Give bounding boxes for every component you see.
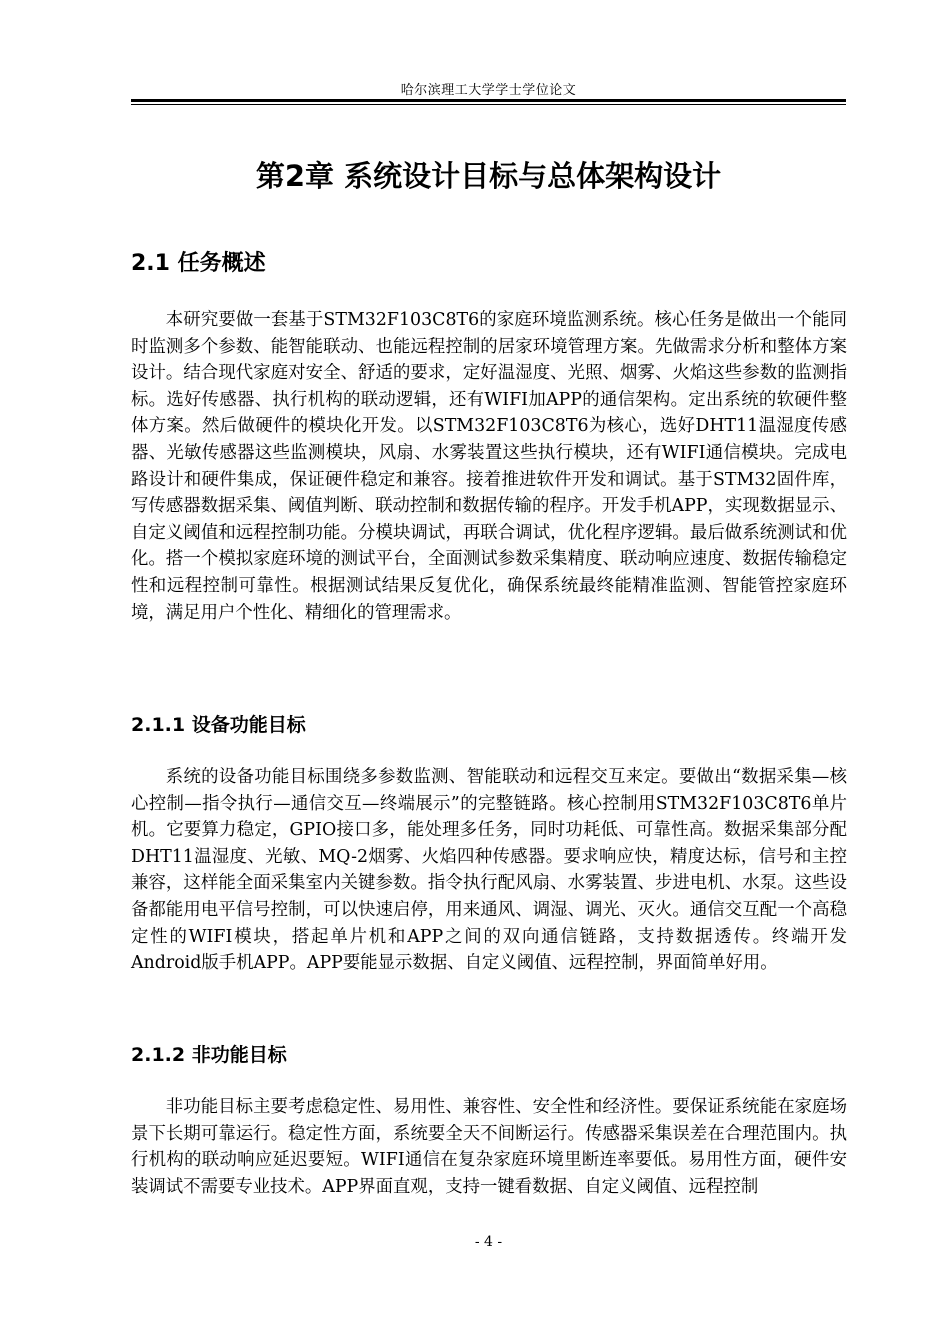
header-rule-thick [131, 99, 846, 102]
section-2-1-heading: 2.1 任务概述 [131, 251, 266, 276]
section-2-1-1-heading: 2.1.1 设备功能目标 [131, 714, 306, 736]
section-2-1-paragraph: 本研究要做一套基于STM32F103C8T6的家庭环境监测系统。核心任务是做出一个能同时监测多个参数、能智能联动、也能远程控制的居家环境管理方案。先做需求分析和整体方案设计。结合现代家庭对安全、舒适的要求，定好温湿度、光照、烟雾、火焰这些参数的监测指标。选好传感器、执行机构的联动逻辑，还有WIFI加APP的通信架构。定出系统的软硬件整体方案。然后做硬件的模块化开发。以STM32F103C8T6为核心，选好DHT11温湿度传感器、光敏传感器这些监测模块，风扇、水雾装置这些执行模块，还有WIFI通信模块。完成电路设计和硬件集成，保证硬件稳定和兼容。接着推进软件开发和调试。基于STM32固件库，写传感器数据采集、阈值判断、联动控制和数据传输的程序。开发手机APP，实现数据显示、自定义阈值和远程控制功能。分模块调试，再联合调试，优化程序逻辑。最后做系统测试和优化。搭一个模拟家庭环境的测试平台，全面测试参数采集精度、联动响应速度、数据传输稳定性和远程控制可靠性。根据测试结果反复优化，确保系统最终能精准监测、智能管控家庭环境，满足用户个性化、精细化的管理需求。 [131, 310, 847, 623]
page-number: - 4 - [474, 1234, 503, 1250]
section-2-1-1-paragraph: 系统的设备功能目标围绕多参数监测、智能联动和远程交互来定。要做出“数据采集—核心控制—指令执行—通信交互—终端展示”的完整链路。核心控制用STM32F103C8T6单片机。它要算力稳定，GPIO接口多，能处理多任务，同时功耗低、可靠性高。数据采集部分配DHT11温湿度、光敏、MQ-2烟雾、火焰四种传感器。要求响应快，精度达标，信号和主控兼容，这样能全面采集室内关键参数。指令执行配风扇、水雾装置、步进电机、水泵。这些设备都能用电平信号控制，可以快速启停，用来通风、调湿、调光、灭火。通信交互配一个高稳定性的WIFI模块，搭起单片机和APP之间的双向通信链路，支持数据透传。终端开发Android版手机APP。APP要能显示数据、自定义阈值、远程控制，界面简单好用。 [131, 767, 847, 974]
chapter-title: 第2章 系统设计目标与总体架构设计 [255, 159, 722, 193]
header-rule-thin [131, 104, 846, 105]
section-2-1-2-heading: 2.1.2 非功能目标 [131, 1044, 287, 1066]
section-2-1-2-paragraph: 非功能目标主要考虑稳定性、易用性、兼容性、安全性和经济性。要保证系统能在家庭场景下长期可靠运行。稳定性方面，系统要全天不间断运行。传感器采集误差在合理范围内。执行机构的联动响应延迟要短。WIFI通信在复杂家庭环境里断连率要低。易用性方面，硬件安装调试不需要专业技术。APP界面直观，支持一键看数据、自定义阈值、远程控制 [131, 1097, 847, 1197]
running-header: 哈尔滨理工大学学士学位论文 [400, 83, 577, 98]
